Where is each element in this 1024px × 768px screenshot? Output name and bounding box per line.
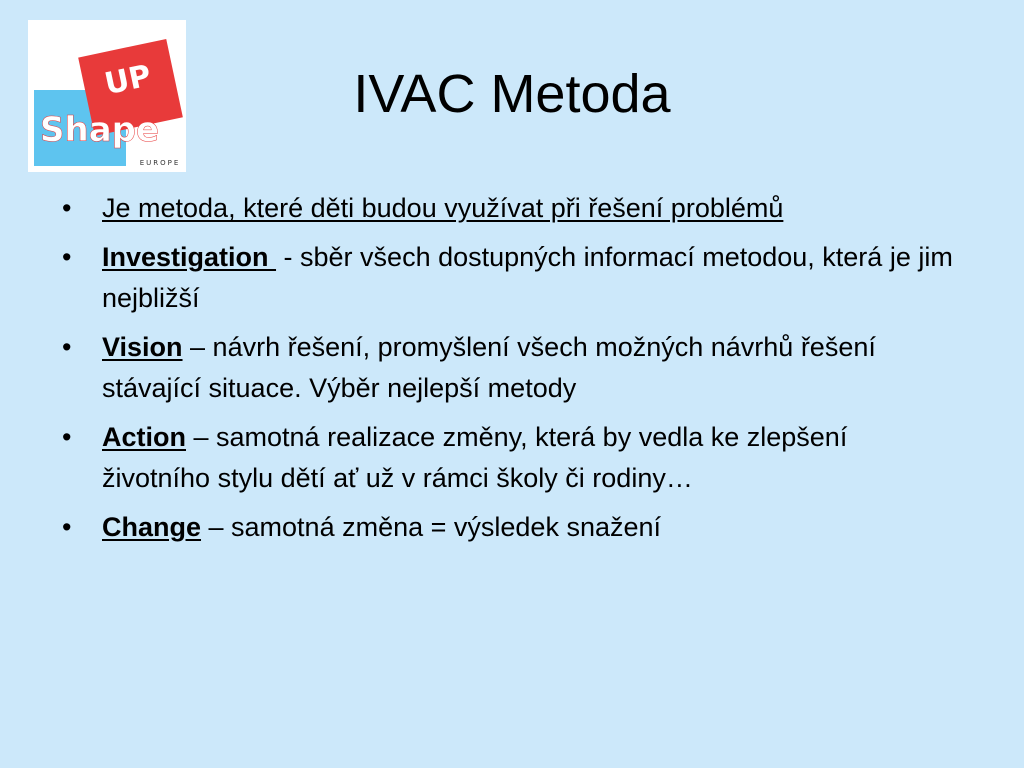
bullet-term: Investigation bbox=[102, 242, 277, 272]
bullet-item-investigation bbox=[60, 237, 960, 319]
bullet-text: - sběr všech dostupných informací metodou, která je jim nejbližší bbox=[102, 242, 953, 313]
page-title: IVAC Metoda bbox=[353, 64, 671, 124]
logo-europe-text: EUROPE bbox=[139, 159, 181, 167]
bullet-term: Vision bbox=[102, 332, 183, 362]
bullet-text: Je metoda, které děti budou využívat při řešení problémů bbox=[102, 193, 784, 223]
bullet-item-change bbox=[60, 507, 960, 548]
bullet-term: Change bbox=[102, 512, 202, 542]
bullet-item-definition bbox=[60, 188, 960, 229]
shape-up-europe-logo bbox=[28, 20, 186, 172]
bullet-text: – samotná změna = výsledek snažení bbox=[201, 512, 662, 542]
bullet-text: – návrh řešení, promyšlení všech možných návrhů řešení stávající situace. Výběr nejlepší metody bbox=[102, 332, 876, 403]
bullet-item-action bbox=[60, 417, 960, 499]
logo-graphic bbox=[28, 20, 186, 172]
logo-shape-text: Shape bbox=[40, 110, 160, 150]
bullet-term: Action bbox=[102, 422, 186, 452]
logo-up-text: UP bbox=[101, 58, 155, 103]
bullet-text: – samotná realizace změny, která by vedla ke zlepšení životního stylu dětí ať už v rámci školy či rodiny… bbox=[102, 422, 848, 493]
bullet-list bbox=[60, 188, 960, 556]
bullet-item-vision bbox=[60, 327, 960, 409]
